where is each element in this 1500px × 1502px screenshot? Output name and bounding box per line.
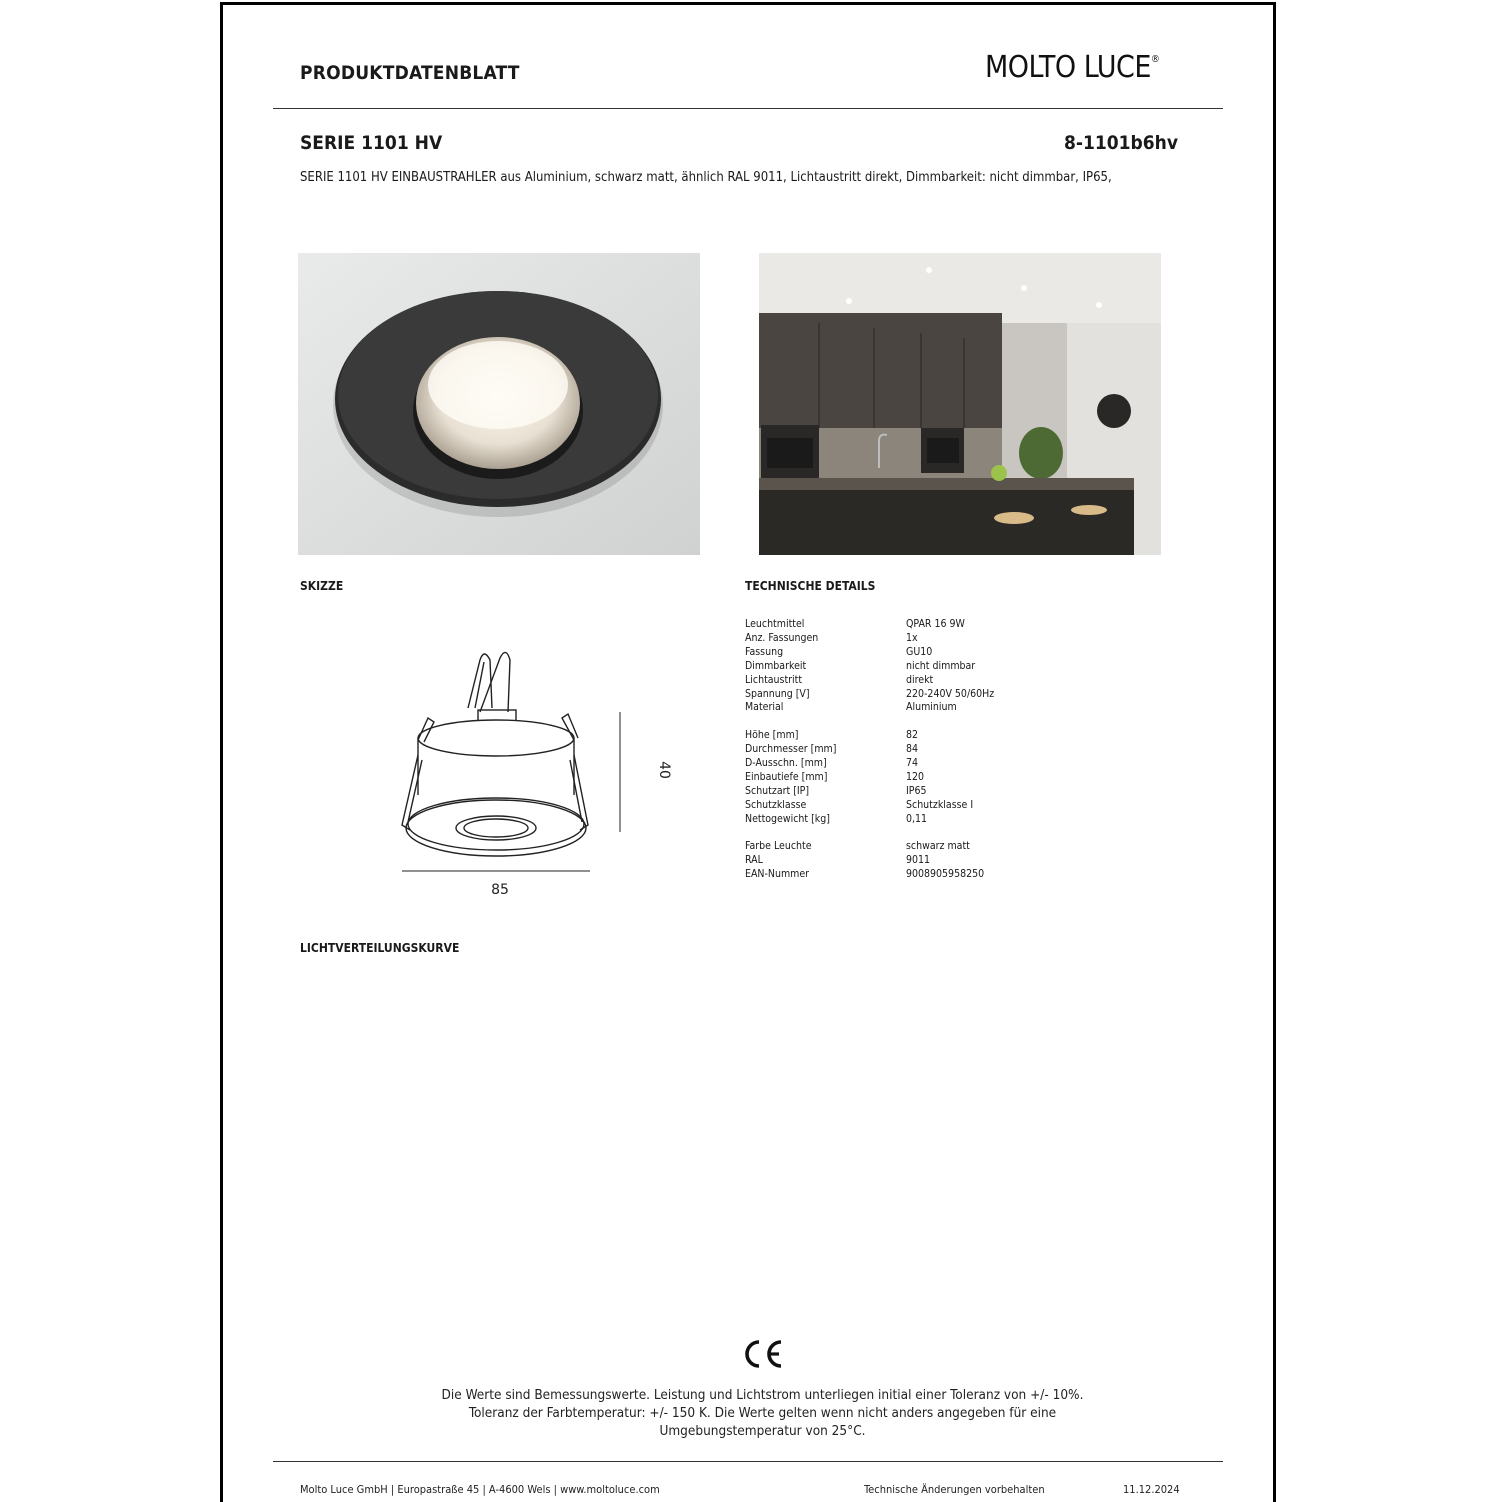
spec-row: Nettogewicht [kg] 0,11 [745,812,928,825]
technical-drawing [330,630,700,919]
ce-mark [744,1338,786,1374]
spec-row: Anz. Fassungen 1x [745,631,918,644]
footer-notice: Technische Änderungen vorbehalten [864,1483,1045,1496]
footer-date: 11.12.2024 [1123,1483,1180,1496]
spec-row: Dimmbarkeit nicht dimmbar [745,659,976,672]
spec-row: Durchmesser [mm] 84 [745,743,919,756]
article-number: 8-1101b6hv [1063,132,1178,154]
tolerance-disclaimer: Die Werte sind Bemessungswerte. Leistung und Lichtstrom unterliegen initial einer Toleranz von +/- 10%. Toleranz der Farbtemperatur: +/- 150 K. Die Werte gelten wenn nicht anders angegeben für eine Umgebungstemperatur von 25°C. [441,1387,1084,1439]
product-description: SERIE 1101 HV EINBAUSTRAHLER aus Aluminium, schwarz matt, ähnlich RAL 9011, Lichtaustritt direkt, Dimmbarkeit: nicht dimmbar, IP65, [300,170,1112,185]
width-dimension: 85 [491,882,509,898]
spec-row: Lichtaustritt direkt [745,673,934,686]
technical-details-table [745,618,994,882]
header-divider [273,108,1223,109]
document-title: PRODUKTDATENBLATT [300,62,520,84]
sketch-heading: SKIZZE [300,579,344,593]
technical-heading: TECHNISCHE DETAILS [745,579,876,593]
ambiance-photo [759,253,1161,555]
spec-row: Schutzart [IP] IP65 [745,784,927,797]
spec-row: Farbe Leuchte schwarz matt [745,840,970,853]
spec-row: Fassung GU10 [745,645,933,658]
spec-row: Leuchtmittel QPAR 16 9W [745,618,965,630]
footer-company: Molto Luce GmbH | Europastraße 45 | A-4600 Wels | www.moltoluce.com [300,1483,660,1496]
height-dimension: 40 [656,761,672,779]
spec-row: Material Aluminium [745,701,957,714]
spec-row: Spannung [V] 220-240V 50/60Hz [745,687,995,700]
spec-row: Einbautiefe [mm] 120 [745,770,925,783]
spec-row: Schutzklasse Schutzklasse I [745,798,974,811]
series-title: SERIE 1101 HV [300,132,443,154]
footer-divider [273,1461,1223,1462]
spec-row: RAL 9011 [745,854,931,867]
light-curve-heading: LICHTVERTEILUNGSKURVE [300,941,460,955]
product-photo [298,253,700,555]
spec-row: Höhe [mm] 82 [745,729,919,742]
spec-row: EAN-Nummer 9008905958250 [745,868,985,881]
brand-logo: MOLTO LUCE® [985,50,1160,85]
spec-row: D-Ausschn. [mm] 74 [745,757,919,770]
